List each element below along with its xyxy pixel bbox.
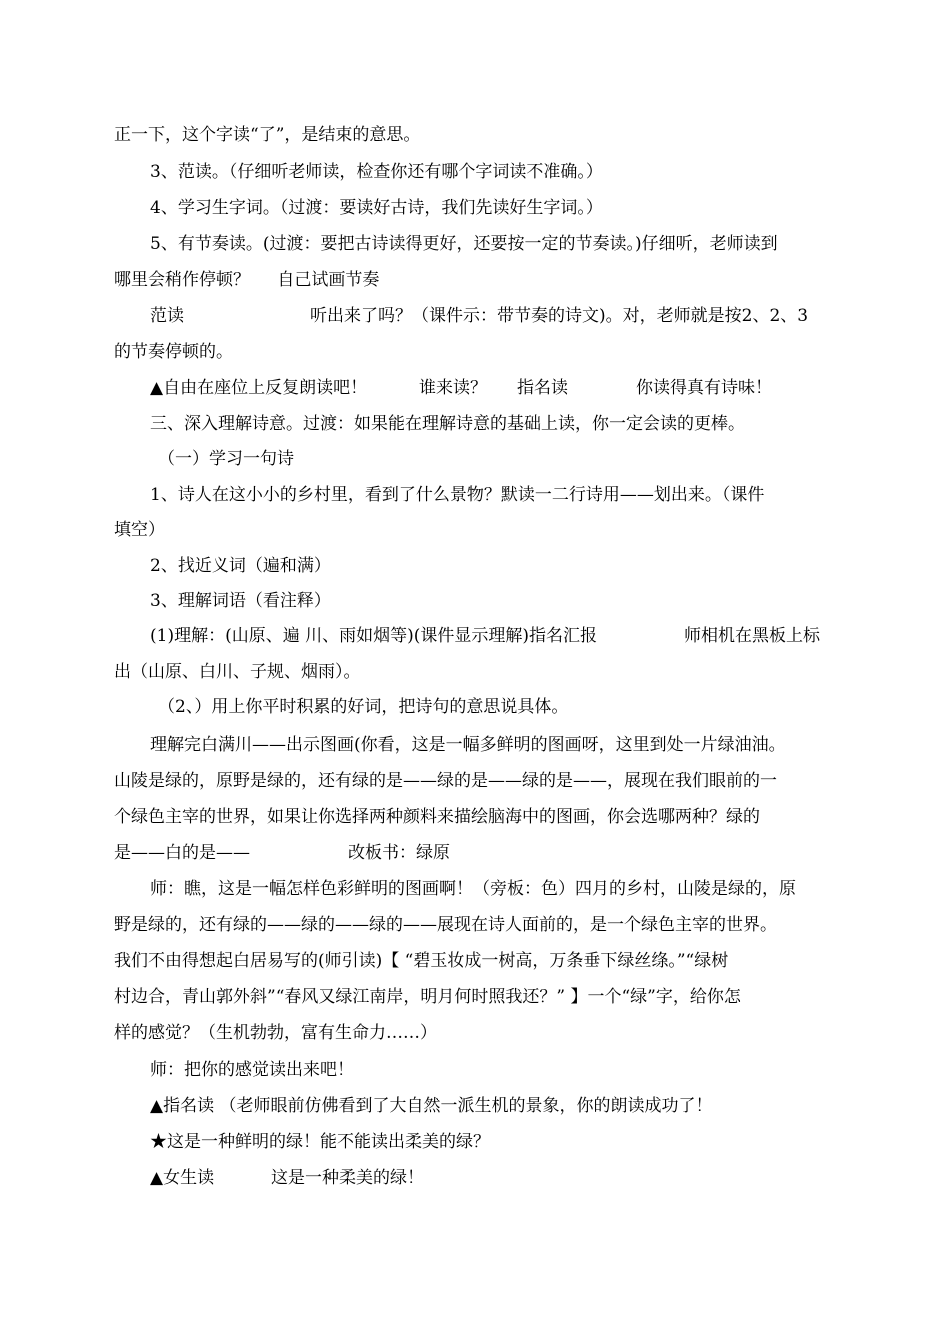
text-line: ★这是一种鲜明的绿！能不能读出柔美的绿？ bbox=[150, 1132, 490, 1152]
text-segment: 你读得真有诗味！ bbox=[636, 378, 772, 398]
text-segment: 范读 bbox=[150, 306, 184, 326]
text-line: 2、找近义词（遍和满） bbox=[150, 556, 331, 576]
text-line: 3、理解词语（看注释） bbox=[150, 591, 331, 611]
text-segment: (1)理解：(山原、遍 川、雨如烟等)(课件显示理解)指名汇报 bbox=[150, 626, 598, 646]
text-segment: 听出来了吗？（课件示：带节奏的诗文)。对，老师就是按2、2、3 bbox=[310, 306, 809, 326]
text-line bbox=[150, 624, 880, 648]
text-line bbox=[114, 268, 844, 292]
text-line: 的节奏停顿的。 bbox=[114, 342, 233, 362]
text-line: 填空） bbox=[114, 520, 165, 540]
text-line: 野是绿的，还有绿的——绿的——绿的——展现在诗人面前的，是一个绿色主宰的世界。 bbox=[114, 915, 777, 935]
text-line: 山陵是绿的，原野是绿的，还有绿的是——绿的是——绿的是——，展现在我们眼前的一 bbox=[114, 771, 777, 791]
text-segment: 自己试画节奏 bbox=[277, 270, 380, 290]
text-line: 村边合，青山郭外斜”“春风又绿江南岸，明月何时照我还？” 】一个“绿”字，给你怎 bbox=[114, 987, 741, 1007]
text-line bbox=[114, 841, 844, 865]
text-line: （一）学习一句诗 bbox=[158, 449, 294, 469]
text-line: 师：瞧，这是一幅怎样色彩鲜明的图画啊！（旁板：色）四月的乡村，山陵是绿的，原 bbox=[150, 879, 796, 899]
text-line bbox=[150, 376, 880, 400]
text-line: 3、范读。（仔细听老师读，检查你还有哪个字词读不准确。） bbox=[150, 162, 603, 182]
text-line: （2、）用上你平时积累的好词，把诗句的意思说具体。 bbox=[158, 697, 569, 717]
text-segment: 是——白的是—— bbox=[114, 843, 250, 863]
text-line: 三、深入理解诗意。过渡：如果能在理解诗意的基础上读，你一定会读的更棒。 bbox=[150, 414, 745, 434]
text-segment: 改板书：绿原 bbox=[348, 843, 450, 863]
text-line bbox=[150, 1166, 880, 1190]
text-line: 1、诗人在这小小的乡村里，看到了什么景物？默读一二行诗用——划出来。（课件 bbox=[150, 485, 765, 505]
text-line: 样的感觉？（生机勃勃，富有生命力……） bbox=[114, 1023, 437, 1043]
text-segment: ▲自由在座位上反复朗读吧！ bbox=[150, 378, 368, 398]
text-line: ▲指名读 （老师眼前仿佛看到了大自然一派生机的景象，你的朗读成功了！ bbox=[150, 1096, 713, 1116]
text-line: 5、有节奏读。(过渡：要把古诗读得更好，还要按一定的节奏读。)仔细听，老师读到 bbox=[150, 234, 778, 254]
text-line: 出（山原、白川、子规、烟雨）。 bbox=[114, 662, 361, 682]
text-segment: 谁来读？ bbox=[419, 378, 487, 398]
text-segment: 指名读 bbox=[517, 378, 568, 398]
text-segment: ▲女生读 bbox=[150, 1168, 215, 1188]
text-line: 4、学习生字词。（过渡：要读好古诗，我们先读好生字词。） bbox=[150, 198, 603, 218]
text-segment: 这是一种柔美的绿！ bbox=[271, 1168, 424, 1188]
text-line: 我们不由得想起白居易写的(师引读)【 “碧玉妆成一树高，万条垂下绿丝绦。”“绿树 bbox=[114, 951, 729, 971]
text-segment: 师相机在黑板上标 bbox=[684, 626, 820, 646]
text-line: 正一下，这个字读“了”，是结束的意思。 bbox=[114, 125, 421, 145]
text-line: 理解完白满川——出示图画(你看，这是一幅多鲜明的图画呀，这里到处一片绿油油。 bbox=[150, 735, 786, 755]
text-line bbox=[150, 304, 880, 328]
text-segment: 哪里会稍作停顿？ bbox=[114, 270, 250, 290]
text-line: 师：把你的感觉读出来吧！ bbox=[150, 1060, 354, 1080]
text-line: 个绿色主宰的世界，如果让你选择两种颜料来描绘脑海中的图画，你会选哪两种？绿的 bbox=[114, 807, 760, 827]
